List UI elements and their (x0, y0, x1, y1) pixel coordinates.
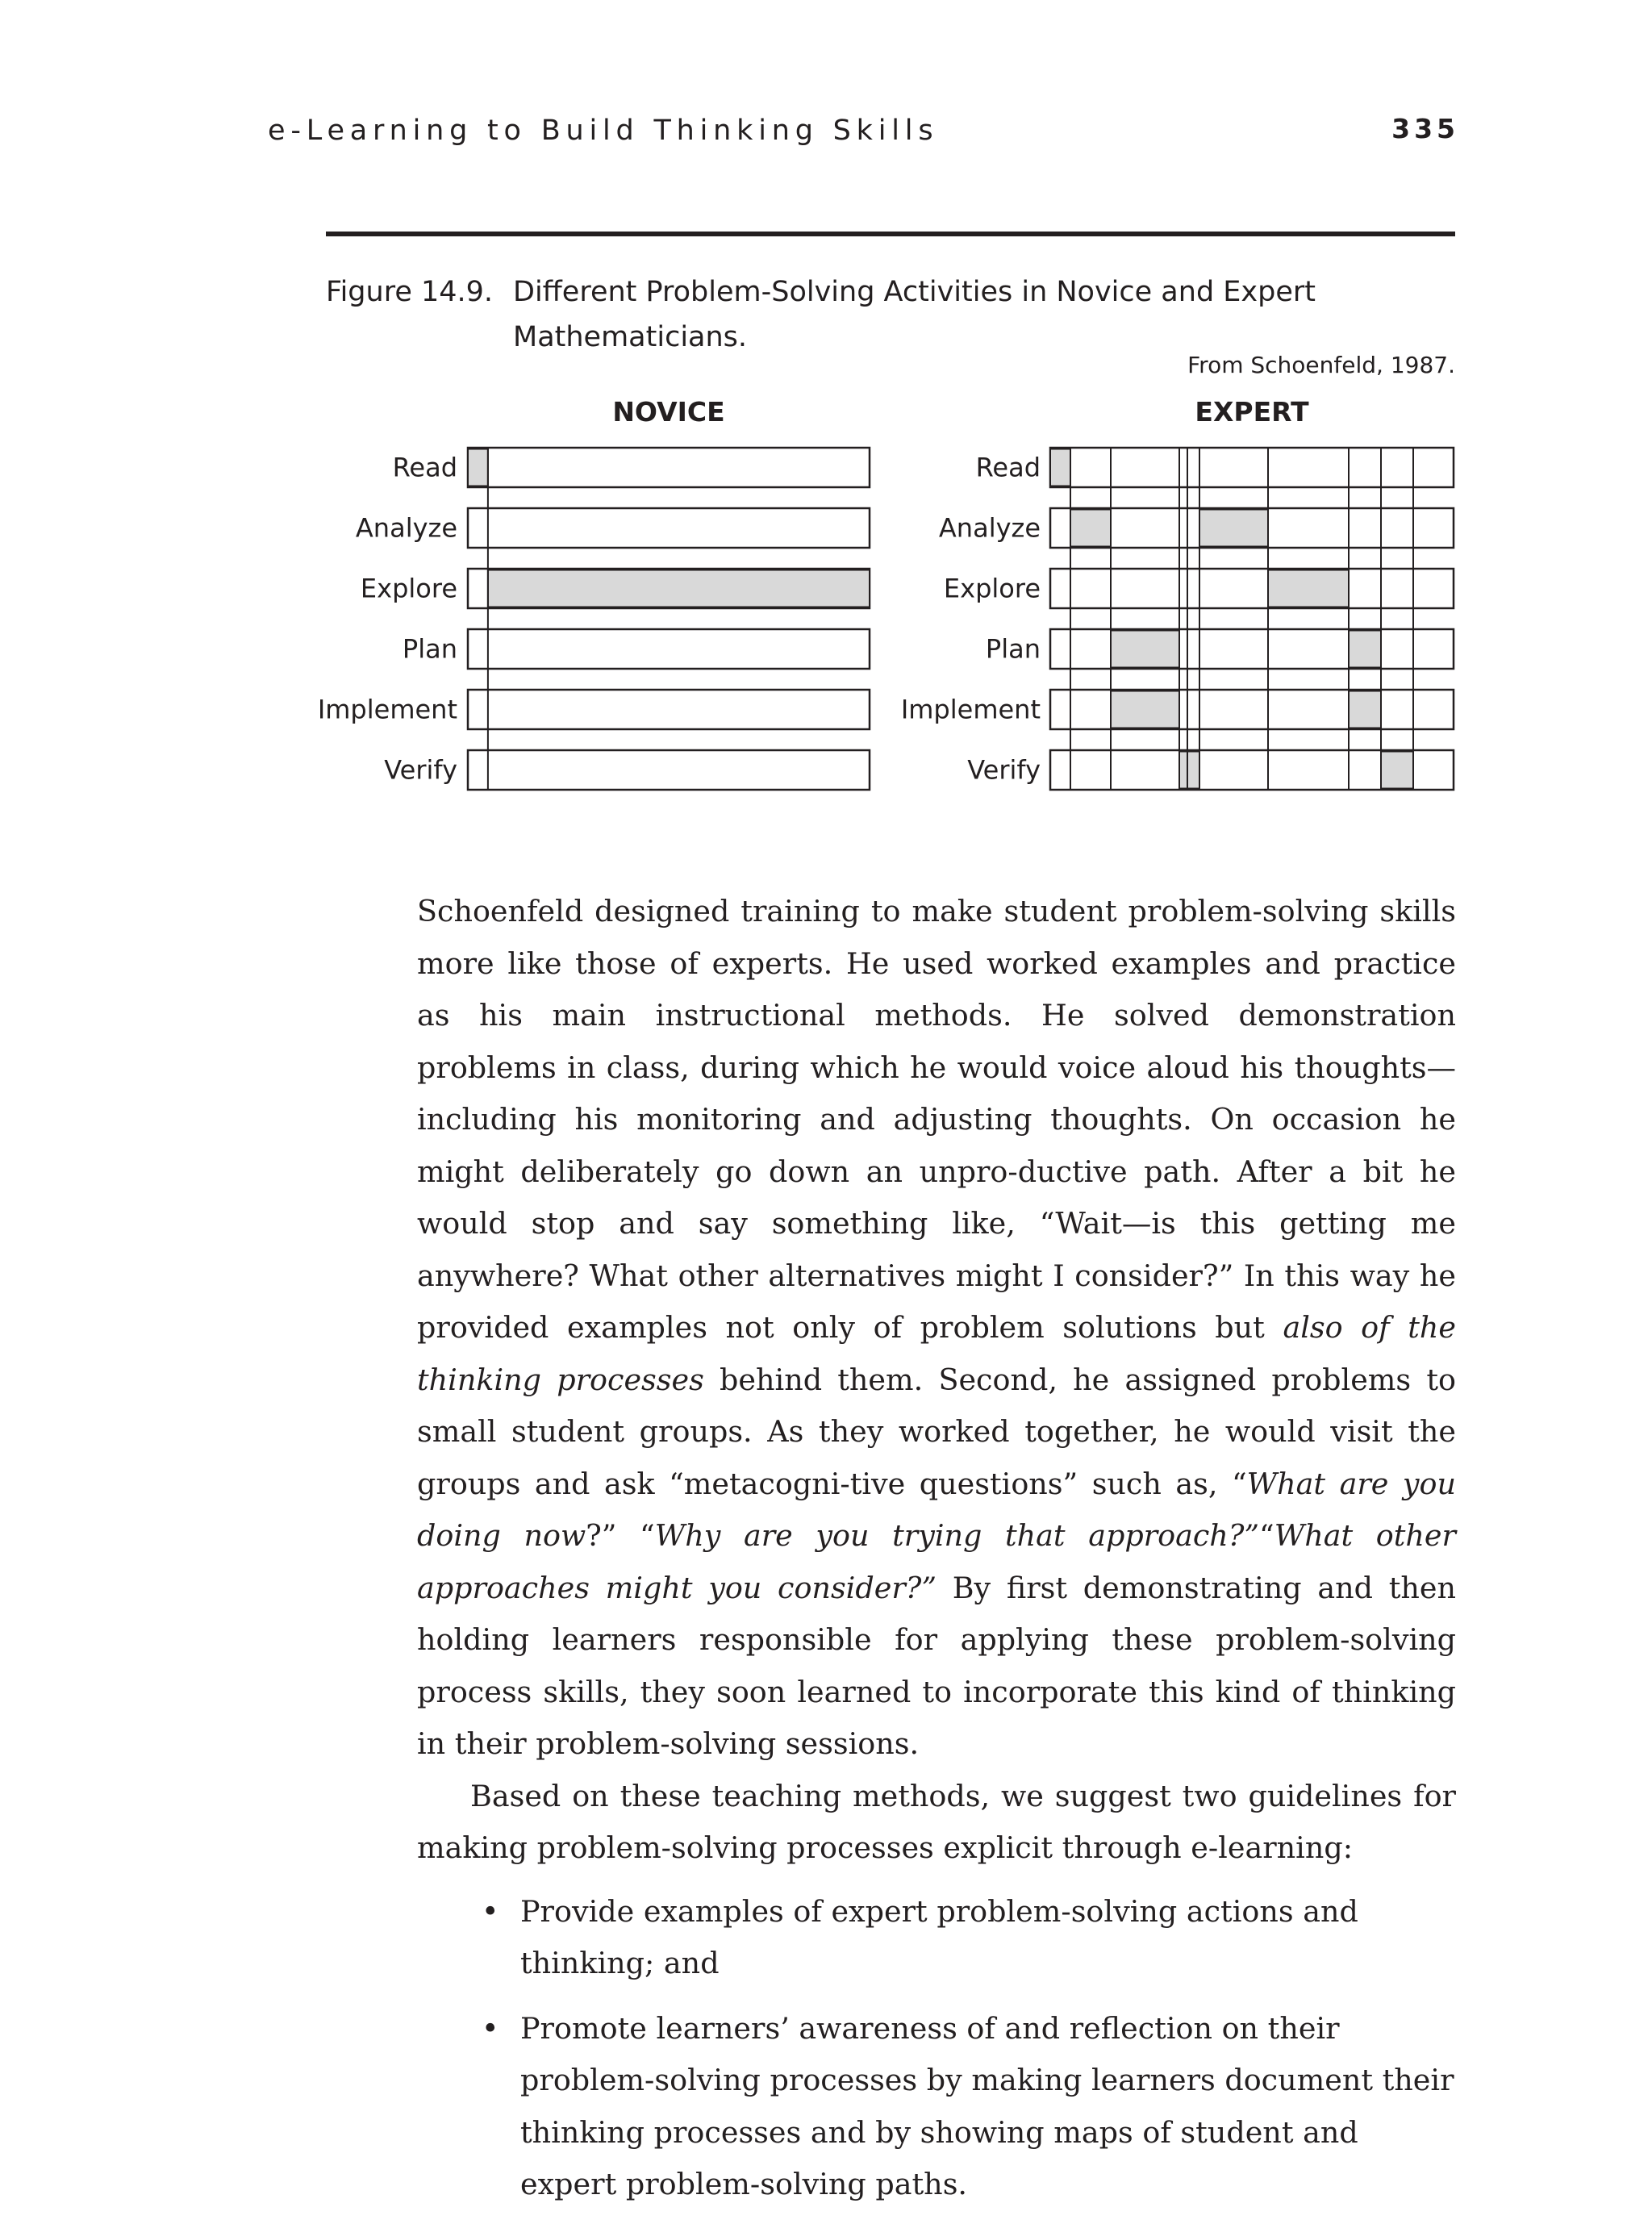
figure-source: From Schoenfeld, 1987. (1187, 352, 1455, 378)
panel-title: NOVICE (612, 396, 725, 428)
activity-segment (1199, 510, 1268, 547)
activity-segment (1050, 449, 1070, 486)
activity-segment (468, 449, 488, 486)
activity-segment (1349, 631, 1381, 668)
activity-segment (1179, 752, 1199, 789)
figure-number: Figure 14.9. (326, 276, 494, 308)
activity-label: Explore (943, 573, 1041, 604)
body-paragraph-2: Based on these teaching methods, we suggest two guidelines for making problem-solving processes explicit through e-learning: (417, 1778, 1456, 1865)
italic-run: What other approaches might you consider?” (417, 1518, 1456, 1605)
activity-segment (488, 570, 870, 607)
body-text (417, 886, 1456, 2224)
activity-segment (1111, 631, 1179, 668)
guideline-text: Promote learners’ awareness of and reflection on their problem-solving processes by making learners document their thinking processes and by showing maps of student and expert problem-solving paths. (520, 2010, 1454, 2201)
running-head: e-Learning to Build Thinking Skills (268, 115, 939, 147)
activity-segment (1349, 691, 1381, 728)
text-run: behind them. Second, he assigned problems to small student groups. As they worked together, he would visit the groups and ask “metacogni-tive questions” such as, “ (417, 1362, 1456, 1501)
panel-title: EXPERT (1195, 396, 1309, 428)
text-run: ?” “ (586, 1518, 655, 1553)
figure-title: Different Problem-Solving Activities in Novice and Expert Mathematicians. (513, 276, 1316, 353)
activity-label: Verify (384, 754, 457, 786)
page-number: 335 (1391, 113, 1459, 144)
guideline-text: Provide examples of expert problem-solving actions and thinking; and (520, 1893, 1358, 1980)
guideline-item (417, 2003, 1456, 2211)
activity-label: Implement (900, 694, 1041, 725)
activity-row-outline (468, 690, 870, 729)
activity-label: Read (392, 452, 457, 483)
bullet-icon: • (482, 1893, 499, 1929)
activity-segment (1070, 510, 1111, 547)
text-run: “ (1259, 1518, 1274, 1553)
activity-row-outline (468, 750, 870, 790)
activity-label: Verify (967, 754, 1041, 786)
body-paragraph-1 (417, 886, 1456, 1771)
activity-label: Analyze (355, 512, 457, 544)
italic-run: What are you doing now (417, 1466, 1456, 1553)
activity-segment (1381, 752, 1413, 789)
activity-label: Analyze (938, 512, 1041, 544)
activity-label: Implement (317, 694, 457, 725)
activity-segment (1111, 691, 1179, 728)
activity-row-outline (468, 448, 870, 487)
text-run: By first demonstrating and then holding learners responsible for applying these problem-solving process skills, they soon learned to incorporate this kind of thinking in their problem-solving sessions. (417, 1570, 1456, 1761)
problem-solving-timeline-chart (0, 387, 1652, 839)
text-run: Schoenfeld designed training to make student problem-solving skills more like those of experts. He used worked examples and practice as his main instructional methods. He solved demonstration problems in class, during which he would voice aloud his thoughts—including his monitoring and adjusting thoughts. On occasion he might deliberately go down an unpro-ductive path. After a bit he would stop and say something like, “Wait—is this getting me anywhere? What other alternatives might I consider?” In this way he provided examples not only of problem solutions but (417, 894, 1456, 1345)
activity-label: Explore (360, 573, 457, 604)
bullet-icon: • (482, 2010, 499, 2046)
italic-run: Why are you trying that approach?” (654, 1518, 1260, 1553)
guideline-list (417, 1886, 1456, 2211)
italic-run: also of the thinking processes (417, 1310, 1457, 1397)
activity-label: Read (975, 452, 1041, 483)
activity-label: Plan (985, 633, 1041, 665)
activity-row-outline (468, 629, 870, 669)
activity-row-outline (468, 508, 870, 548)
guideline-item (417, 1886, 1456, 1990)
figure-top-rule (326, 232, 1455, 236)
activity-segment (1268, 570, 1349, 607)
activity-label: Plan (402, 633, 457, 665)
